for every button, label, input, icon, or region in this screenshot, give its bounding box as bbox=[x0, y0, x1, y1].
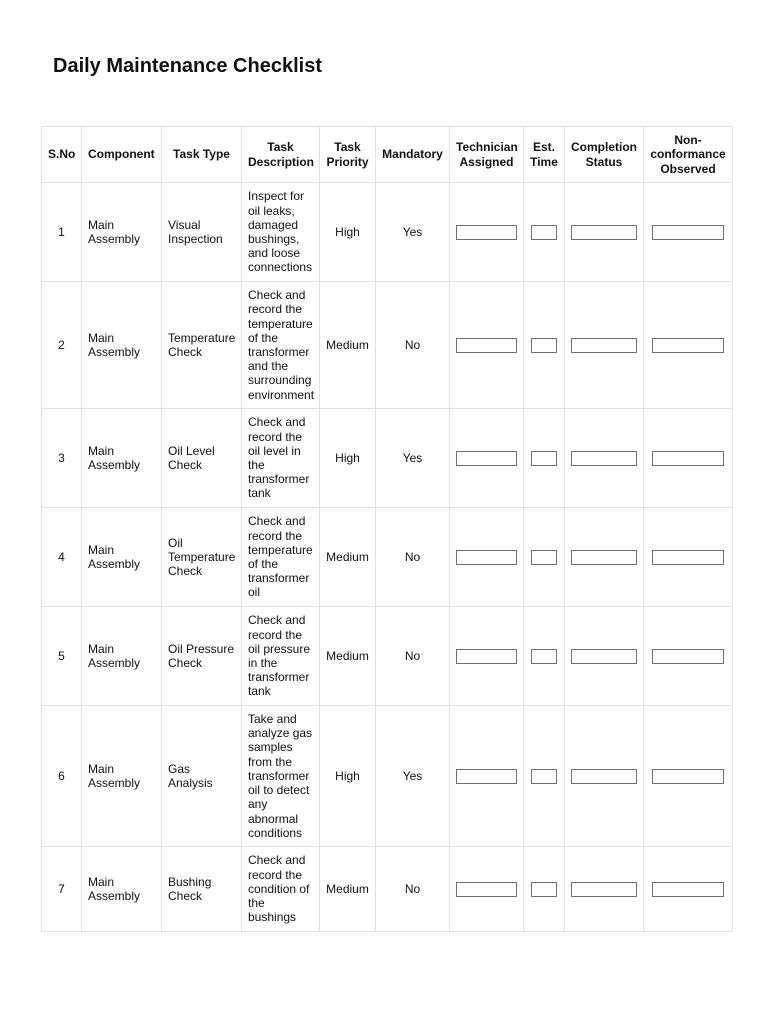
cell-mandatory: No bbox=[376, 508, 450, 607]
nonconformance-observed-input[interactable] bbox=[652, 882, 724, 897]
cell-sno: 1 bbox=[42, 183, 82, 282]
table-row bbox=[42, 282, 733, 409]
checklist-table bbox=[41, 126, 733, 932]
cell-mandatory: Yes bbox=[376, 409, 450, 508]
cell-est-time bbox=[524, 607, 565, 706]
cell-est-time bbox=[524, 706, 565, 847]
header-row bbox=[42, 127, 733, 183]
cell-completion bbox=[565, 508, 644, 607]
header-est-time: Est. Time bbox=[524, 127, 565, 183]
cell-nonconformance bbox=[644, 282, 733, 409]
nonconformance-observed-input[interactable] bbox=[652, 769, 724, 784]
est-time-input[interactable] bbox=[531, 225, 557, 240]
cell-nonconformance bbox=[644, 847, 733, 932]
cell-technician bbox=[450, 409, 524, 508]
cell-priority: High bbox=[320, 409, 376, 508]
cell-technician bbox=[450, 706, 524, 847]
cell-task-type: Visual Inspection bbox=[162, 183, 242, 282]
table-row bbox=[42, 706, 733, 847]
cell-est-time bbox=[524, 183, 565, 282]
completion-status-input[interactable] bbox=[571, 225, 637, 240]
table-row bbox=[42, 607, 733, 706]
header-completion-status: Completion Status bbox=[565, 127, 644, 183]
cell-completion bbox=[565, 409, 644, 508]
cell-component: Main Assembly bbox=[82, 706, 162, 847]
cell-sno: 7 bbox=[42, 847, 82, 932]
cell-priority: High bbox=[320, 183, 376, 282]
est-time-input[interactable] bbox=[531, 451, 557, 466]
cell-sno: 6 bbox=[42, 706, 82, 847]
cell-completion bbox=[565, 706, 644, 847]
nonconformance-observed-input[interactable] bbox=[652, 338, 724, 353]
table-row bbox=[42, 409, 733, 508]
cell-sno: 2 bbox=[42, 282, 82, 409]
cell-mandatory: No bbox=[376, 607, 450, 706]
header-task-type: Task Type bbox=[162, 127, 242, 183]
cell-component: Main Assembly bbox=[82, 847, 162, 932]
table-row bbox=[42, 183, 733, 282]
technician-assigned-input[interactable] bbox=[456, 769, 517, 784]
cell-est-time bbox=[524, 282, 565, 409]
est-time-input[interactable] bbox=[531, 649, 557, 664]
cell-mandatory: No bbox=[376, 847, 450, 932]
cell-component: Main Assembly bbox=[82, 183, 162, 282]
cell-component: Main Assembly bbox=[82, 409, 162, 508]
cell-priority: Medium bbox=[320, 282, 376, 409]
nonconformance-observed-input[interactable] bbox=[652, 649, 724, 664]
cell-technician bbox=[450, 607, 524, 706]
header-mandatory: Mandatory bbox=[376, 127, 450, 183]
completion-status-input[interactable] bbox=[571, 882, 637, 897]
completion-status-input[interactable] bbox=[571, 769, 637, 784]
cell-task-type: Temperature Check bbox=[162, 282, 242, 409]
cell-task-description: Check and record the oil level in the transformer tank bbox=[242, 409, 320, 508]
nonconformance-observed-input[interactable] bbox=[652, 225, 724, 240]
technician-assigned-input[interactable] bbox=[456, 649, 517, 664]
est-time-input[interactable] bbox=[531, 882, 557, 897]
cell-task-type: Oil Pressure Check bbox=[162, 607, 242, 706]
cell-task-description: Take and analyze gas samples from the transformer oil to detect any abnormal conditions bbox=[242, 706, 320, 847]
cell-priority: Medium bbox=[320, 508, 376, 607]
technician-assigned-input[interactable] bbox=[456, 550, 517, 565]
header-component: Component bbox=[82, 127, 162, 183]
header-technician-assigned: Technician Assigned bbox=[450, 127, 524, 183]
cell-nonconformance bbox=[644, 508, 733, 607]
table-row bbox=[42, 847, 733, 932]
nonconformance-observed-input[interactable] bbox=[652, 451, 724, 466]
technician-assigned-input[interactable] bbox=[456, 225, 517, 240]
completion-status-input[interactable] bbox=[571, 649, 637, 664]
cell-priority: Medium bbox=[320, 847, 376, 932]
cell-technician bbox=[450, 508, 524, 607]
cell-task-description: Inspect for oil leaks, damaged bushings, and loose connections bbox=[242, 183, 320, 282]
cell-est-time bbox=[524, 508, 565, 607]
cell-task-type: Oil Temperature Check bbox=[162, 508, 242, 607]
cell-component: Main Assembly bbox=[82, 508, 162, 607]
est-time-input[interactable] bbox=[531, 769, 557, 784]
nonconformance-observed-input[interactable] bbox=[652, 550, 724, 565]
cell-nonconformance bbox=[644, 607, 733, 706]
completion-status-input[interactable] bbox=[571, 451, 637, 466]
cell-sno: 5 bbox=[42, 607, 82, 706]
cell-technician bbox=[450, 282, 524, 409]
cell-task-type: Gas Analysis bbox=[162, 706, 242, 847]
technician-assigned-input[interactable] bbox=[456, 338, 517, 353]
header-task-description: Task Description bbox=[242, 127, 320, 183]
cell-component: Main Assembly bbox=[82, 282, 162, 409]
cell-task-description: Check and record the oil pressure in the transformer tank bbox=[242, 607, 320, 706]
cell-completion bbox=[565, 282, 644, 409]
est-time-input[interactable] bbox=[531, 338, 557, 353]
cell-completion bbox=[565, 183, 644, 282]
cell-sno: 3 bbox=[42, 409, 82, 508]
cell-task-description: Check and record the temperature of the transformer and the surrounding environment bbox=[242, 282, 320, 409]
cell-task-type: Oil Level Check bbox=[162, 409, 242, 508]
cell-technician bbox=[450, 847, 524, 932]
cell-completion bbox=[565, 607, 644, 706]
table-row bbox=[42, 508, 733, 607]
cell-technician bbox=[450, 183, 524, 282]
cell-mandatory: No bbox=[376, 282, 450, 409]
cell-est-time bbox=[524, 847, 565, 932]
cell-task-type: Bushing Check bbox=[162, 847, 242, 932]
cell-mandatory: Yes bbox=[376, 183, 450, 282]
header-sno: S.No bbox=[42, 127, 82, 183]
cell-task-description: Check and record the temperature of the transformer oil bbox=[242, 508, 320, 607]
cell-completion bbox=[565, 847, 644, 932]
cell-task-description: Check and record the condition of the bushings bbox=[242, 847, 320, 932]
cell-priority: High bbox=[320, 706, 376, 847]
completion-status-input[interactable] bbox=[571, 338, 637, 353]
page-title: Daily Maintenance Checklist bbox=[53, 55, 322, 77]
cell-nonconformance bbox=[644, 409, 733, 508]
cell-component: Main Assembly bbox=[82, 607, 162, 706]
technician-assigned-input[interactable] bbox=[456, 882, 517, 897]
cell-sno: 4 bbox=[42, 508, 82, 607]
cell-priority: Medium bbox=[320, 607, 376, 706]
cell-est-time bbox=[524, 409, 565, 508]
header-task-priority: Task Priority bbox=[320, 127, 376, 183]
completion-status-input[interactable] bbox=[571, 550, 637, 565]
cell-nonconformance bbox=[644, 183, 733, 282]
est-time-input[interactable] bbox=[531, 550, 557, 565]
cell-nonconformance bbox=[644, 706, 733, 847]
technician-assigned-input[interactable] bbox=[456, 451, 517, 466]
header-nonconformance-observed: Non- conformance Observed bbox=[644, 127, 733, 183]
cell-mandatory: Yes bbox=[376, 706, 450, 847]
